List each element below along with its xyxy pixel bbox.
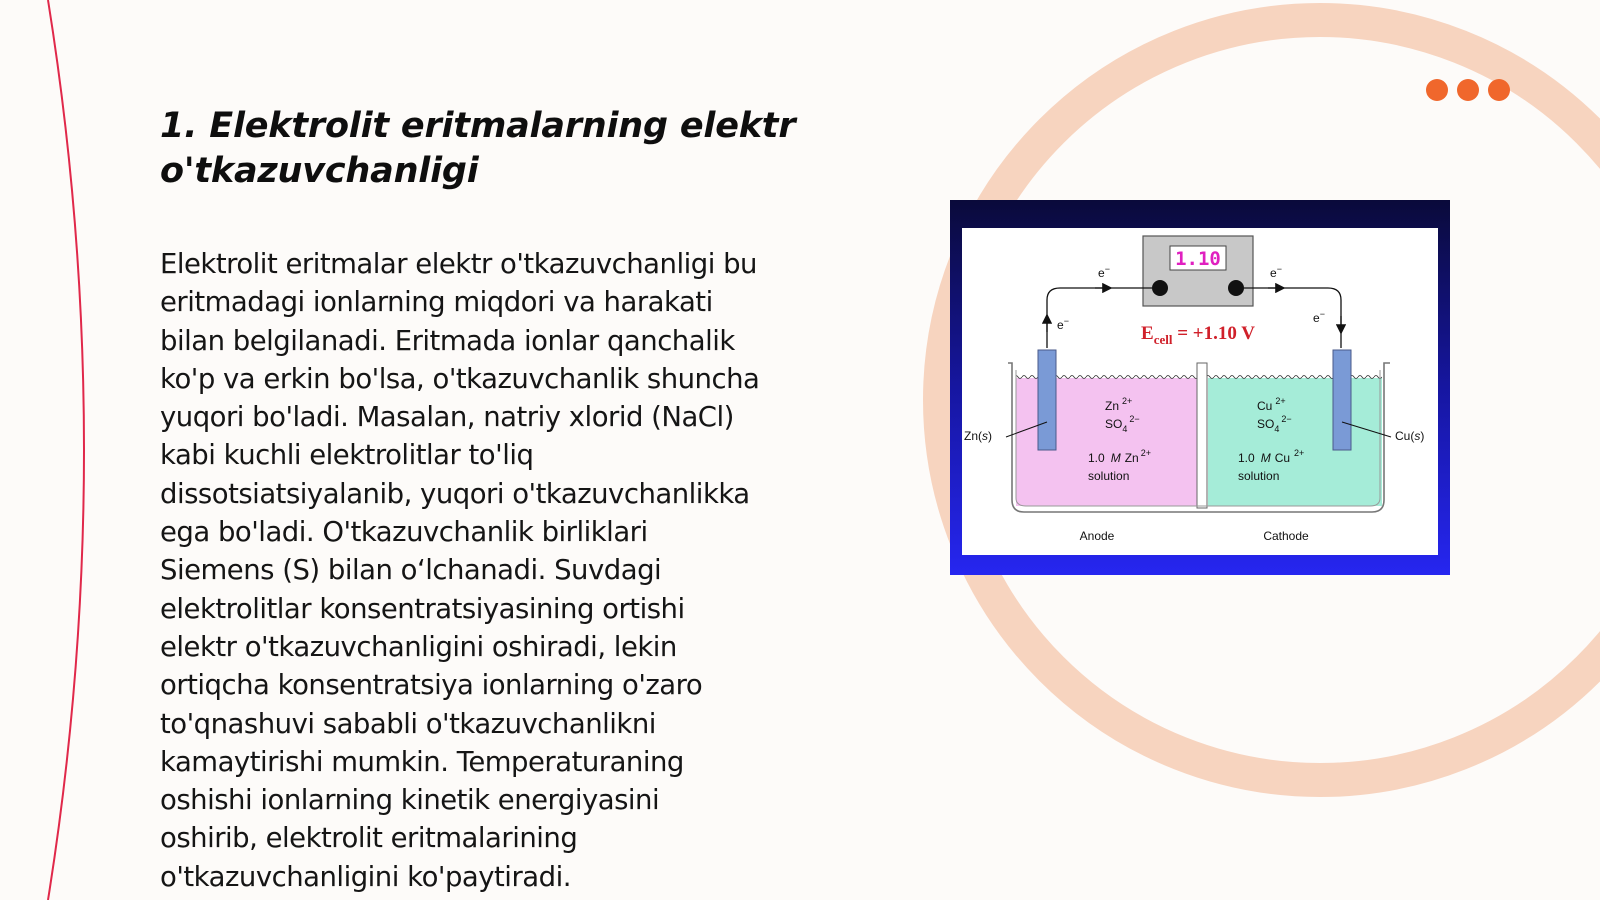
- title-line-2: o'tkazuvchanligi: [160, 151, 479, 191]
- zn-electrode-label: Zn(s): [964, 429, 992, 443]
- title-line-1: 1. Elektrolit eritmalarning elektr: [160, 106, 796, 146]
- cu-ion-label: Cu $^{2+}$: [1257, 396, 1286, 413]
- dot: [1426, 79, 1448, 101]
- anode-sulfate-label: $SO_4^{2-}$: [1105, 414, 1140, 434]
- dot: [1457, 79, 1479, 101]
- cathode-solution-label: solution: [1238, 469, 1280, 483]
- voltmeter-terminal-negative: [1152, 280, 1168, 296]
- cathode-solution: [1208, 378, 1382, 506]
- porous-barrier: [1197, 363, 1207, 508]
- dot: [1488, 79, 1510, 101]
- voltmeter-terminal-positive: [1228, 280, 1244, 296]
- slide-title: [160, 104, 860, 194]
- three-dots-icon: [1426, 79, 1510, 101]
- anode-label: Anode: [1079, 529, 1115, 543]
- copper-electrode: [1333, 350, 1351, 450]
- voltmeter: [1143, 236, 1253, 306]
- electron-label-left: e−: [1057, 316, 1069, 332]
- ecell-label: $E_{cell} = +1.10$ V: [1141, 323, 1255, 347]
- decorative-left-curve: [48, 0, 84, 900]
- electron-label-top-left: e−: [1098, 264, 1110, 280]
- anode-solution-label: solution: [1088, 469, 1130, 483]
- slide-body-text: Elektrolit eritmalar elektr o'tkazuvchanligi bu eritmadagi ionlarning miqdori va harakati bilan belgilanadi. Eritmada ionlar qanchalik ko'p va erkin bo'lsa, o'tkazuvchanlik shuncha yuqori bo'ladi. Masalan, natriy xlorid (NaCl) kabi kuchli elektrolitlar to'liq dissotsiatsiyalanib, yuqori o'tkazuvchanlikka ega bo'ladi. O'tkazuvchanlik birliklari Siemens (S) bilan o‘lchanadi. Suvdagi elektrolitlar konsentratsiyasining ortishi elektr o'tkazuvchanligini oshiradi, lekin ortiqcha konsentratsiya ionlarning o'zaro to'qnashuvi sababli o'tkazuvchanlikni kamaytirishi mumkin. Temperaturaning oshishi ionlarning kinetik energiyasini oshirib, elektrolit eritmalarining o'tkazuvchanligini ko'paytiradi.: [160, 248, 760, 893]
- anode-concentration: 1.0 M Zn $^{2+}$: [1088, 448, 1151, 465]
- zn-ion-label: Zn $^{2+}$: [1105, 396, 1133, 413]
- cathode-sulfate-label: $SO_4^{2-}$: [1257, 414, 1292, 434]
- cathode-label: Cathode: [1263, 529, 1309, 543]
- galvanic-cell-diagram: [950, 200, 1450, 575]
- cathode-concentration: 1.0 M Cu $^{2+}$: [1238, 448, 1305, 465]
- electron-label-right: e−: [1313, 309, 1325, 325]
- cu-electrode-label: Cu(s): [1395, 429, 1425, 443]
- electron-label-top-right: e−: [1270, 264, 1282, 280]
- voltmeter-display: 1.10: [1175, 248, 1221, 270]
- zinc-electrode: [1038, 350, 1056, 450]
